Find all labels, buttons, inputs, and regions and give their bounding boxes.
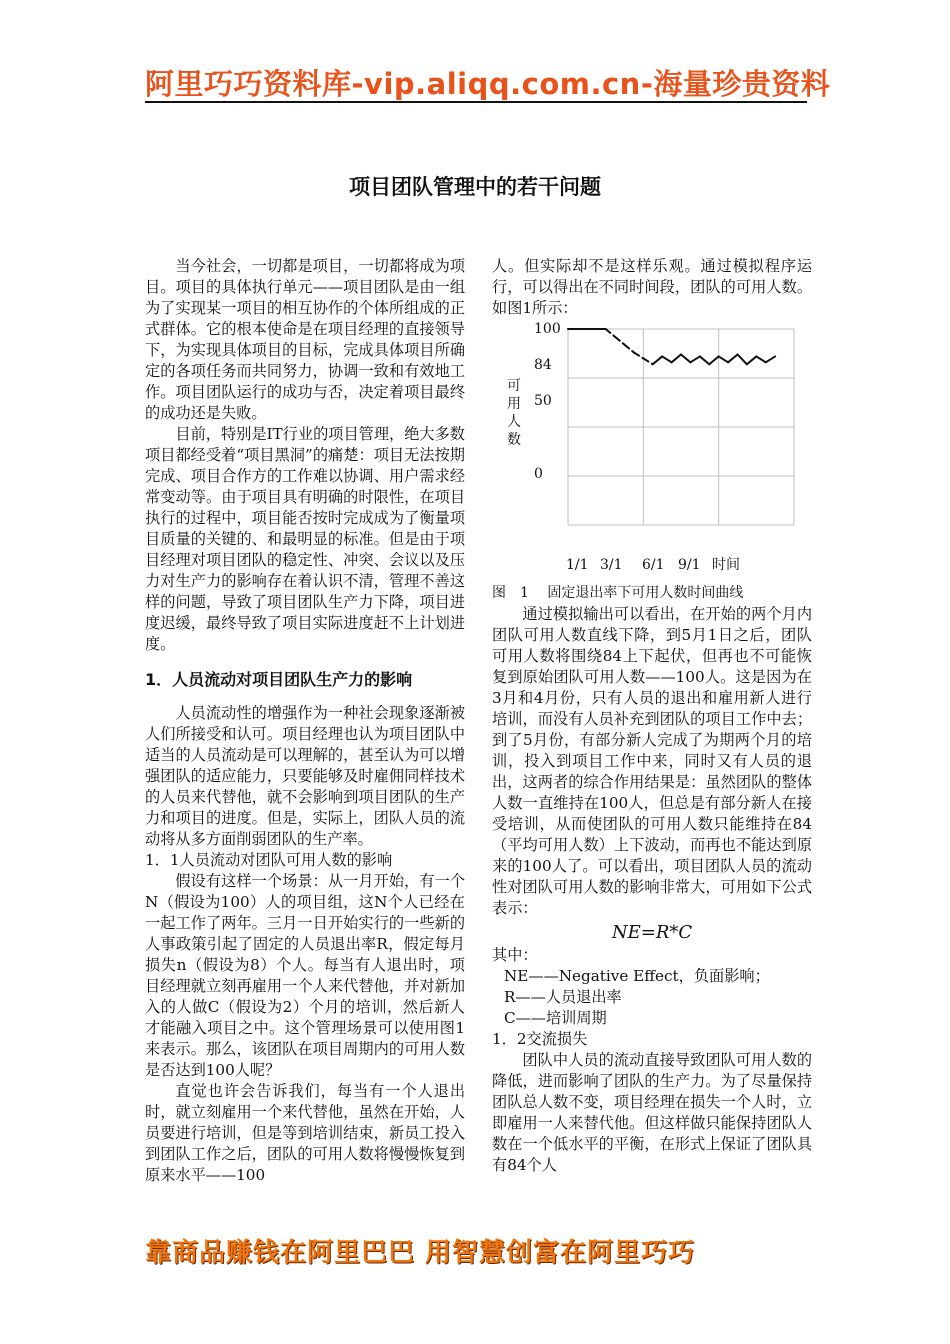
definition-r: R——人员退出率 — [504, 988, 622, 1006]
series-segment — [747, 356, 756, 364]
left-column — [145, 256, 465, 1186]
subsection-heading-1-2: 1．2交流损失 — [492, 1030, 588, 1048]
series-segment — [643, 358, 652, 364]
figure-1-caption: 图 1 固定退出率下可用人数时间曲线 — [492, 585, 744, 601]
left-paragraph-4: 假设有这样一个场景：从一月开始，有一个N（假设为100）人的项目组，这N个人已经在一起工作了两年。三月一日开始实行的一些新的人事政策引起了固定的人员退出率R，假定每月损失n（假设为8）个人。每当有人退出时，项目经理就立刻再雇用一个人来代替他，并对新加入的人做C（假设为2）个月的培训，然后新人才能融入项目之中。这个管理场景可以使用图1来表示。那么，该团队在项目周期内的可用人数是否达到100人呢？ — [145, 872, 465, 1079]
header-rule — [145, 101, 807, 103]
definition-c: C——培训周期 — [504, 1009, 607, 1027]
series-segment — [653, 356, 662, 364]
series-segment — [672, 354, 681, 362]
right-column — [492, 256, 812, 1176]
series-segment — [662, 356, 671, 362]
header-banner: 阿里巧巧资料库-vip.aliqq.com.cn-海量珍贵资料 — [145, 67, 831, 101]
right-paragraph-3: 团队中人员的流动直接导致团队可用人数的降低，进而影响了团队的生产力。为了尽量保持团队总人数不变，项目经理在损失一个人时，立即雇用一人来替代他。但这样做只能保持团队人数在一个低水平的平衡，在形式上保证了团队具有84个人 — [492, 1051, 812, 1174]
where-label: 其中： — [492, 946, 538, 964]
definition-ne: NE——Negative Effect，负面影响； — [504, 967, 770, 985]
series-segment — [606, 329, 615, 337]
left-paragraph-1: 当今社会，一切都是项目，一切都将成为项目。项目的具体执行单元——项目团队是由一组为了实现某一项目的相互协作的个体所组成的正式群体。它的根本使命是在项目经理的直接领导下，为实现具体项目的目标，完成具体项目所确定的各项任务而共同努力，协调一致和有效地工作。项目团队运行的成功与否，决定着项目最终的成功还是失败。 — [145, 257, 465, 422]
series-segment — [728, 354, 737, 362]
series-segment — [709, 356, 718, 364]
y-axis-label: 可用人数 — [507, 378, 521, 448]
series-segment — [700, 356, 709, 364]
x-axis-label: 时间 — [712, 557, 740, 573]
right-paragraph-1: 人。但实际却不是这样乐观。通过模拟程序运行，可以得出在不同时间段，团队的可用人数。如图1所示： — [492, 257, 812, 317]
y-tick-label: 84 — [534, 357, 552, 373]
x-tick-label: 9/1 — [678, 557, 701, 573]
y-tick-label: 0 — [534, 466, 543, 482]
y-tick-label: 50 — [534, 393, 552, 409]
series-segment — [756, 356, 765, 362]
x-tick-label: 3/1 — [600, 557, 623, 573]
x-tick-label: 1/1 — [566, 557, 589, 573]
series-segment — [738, 354, 747, 364]
left-paragraph-3: 人员流动性的增强作为一种社会现象逐渐被人们所接受和认可。项目经理也认为项目团队中适当的人员流动是可以理解的，甚至认为可以增强团队的适应能力，只要能够及时雇佣同样技术的人员来代替他，就不会影响到项目团队的生产力和项目的进度。但是，实际上，团队人员的流动将从多方面削弱团队的生产率。 — [145, 704, 465, 848]
series-segment — [625, 345, 634, 353]
series-segment — [690, 356, 699, 362]
footer-banner: 靠商品赚钱在阿里巴巴 用智慧创富在阿里巧巧 — [145, 1238, 696, 1268]
page-title: 项目团队管理中的若干问题 — [349, 175, 601, 199]
right-paragraph-2: 通过模拟输出可以看出，在开始的两个月内团队可用人数直线下降，到5月1日之后，团队可用人数将围绕84上下起伏，但再也不可能恢复到原始团队可用人数——100人。这是因为在3月和4月份，只有人员的退出和雇用新人进行培训，而没有人员补充到团队的项目工作中去；到了5月份，有部分新人完成了为期两个月的培训，投入到项目工作中来，同时又有人员的退出，这两者的综合作用结果是：虽然团队的整体人数一直维持在100人，但总是有部分新人在接受培训，从而使团队的可用人数只能维持在84（平均可用人数）上下波动，而再也不能达到原来的100人了。可以看出，项目团队人员的流动性对团队可用人数的影响非常大，可用如下公式表示： — [492, 605, 812, 917]
x-tick-label: 6/1 — [642, 557, 665, 573]
series-segment — [766, 356, 775, 362]
figure-1-chart — [492, 323, 812, 583]
subsection-heading-1-1: 1．1人员流动对团队可用人数的影响 — [145, 851, 393, 869]
series-segment — [719, 356, 728, 362]
left-paragraph-5: 直觉也许会告诉我们，每当有一个人退出时，就立刻雇用一个来代替他，虽然在开始，人员要进行培训，但是等到培训结束，新员工投入到团队工作之后，团队的可用人数将慢慢恢复到原来水平——100 — [145, 1082, 465, 1184]
formula: NE=R*C — [611, 922, 693, 943]
series-segment — [634, 353, 643, 359]
y-tick-label: 100 — [534, 321, 561, 337]
section-heading-1: 1．人员流动对项目团队生产力的影响 — [145, 670, 413, 689]
left-paragraph-2: 目前，特别是IT行业的项目管理，绝大多数项目都经受着“项目黑洞”的痛楚：项目无法按期完成、项目合作方的工作难以协调、用户需求经常变动等。由于项目具有明确的时限性，在项目执行的过程中，项目能否按时完成成为了衡量项目质量的关键的、和最明显的标准。但是由于项目经理对项目团队的稳定性、冲突、会议以及压力对生产力的影响存在着认识不清，管理不善这样的问题，导致了项目团队生产力下降，项目进度迟缓，最终导致了项目实际进度赶不上计划进度。 — [145, 425, 465, 653]
series-segment — [615, 337, 624, 345]
series-segment — [681, 354, 690, 362]
